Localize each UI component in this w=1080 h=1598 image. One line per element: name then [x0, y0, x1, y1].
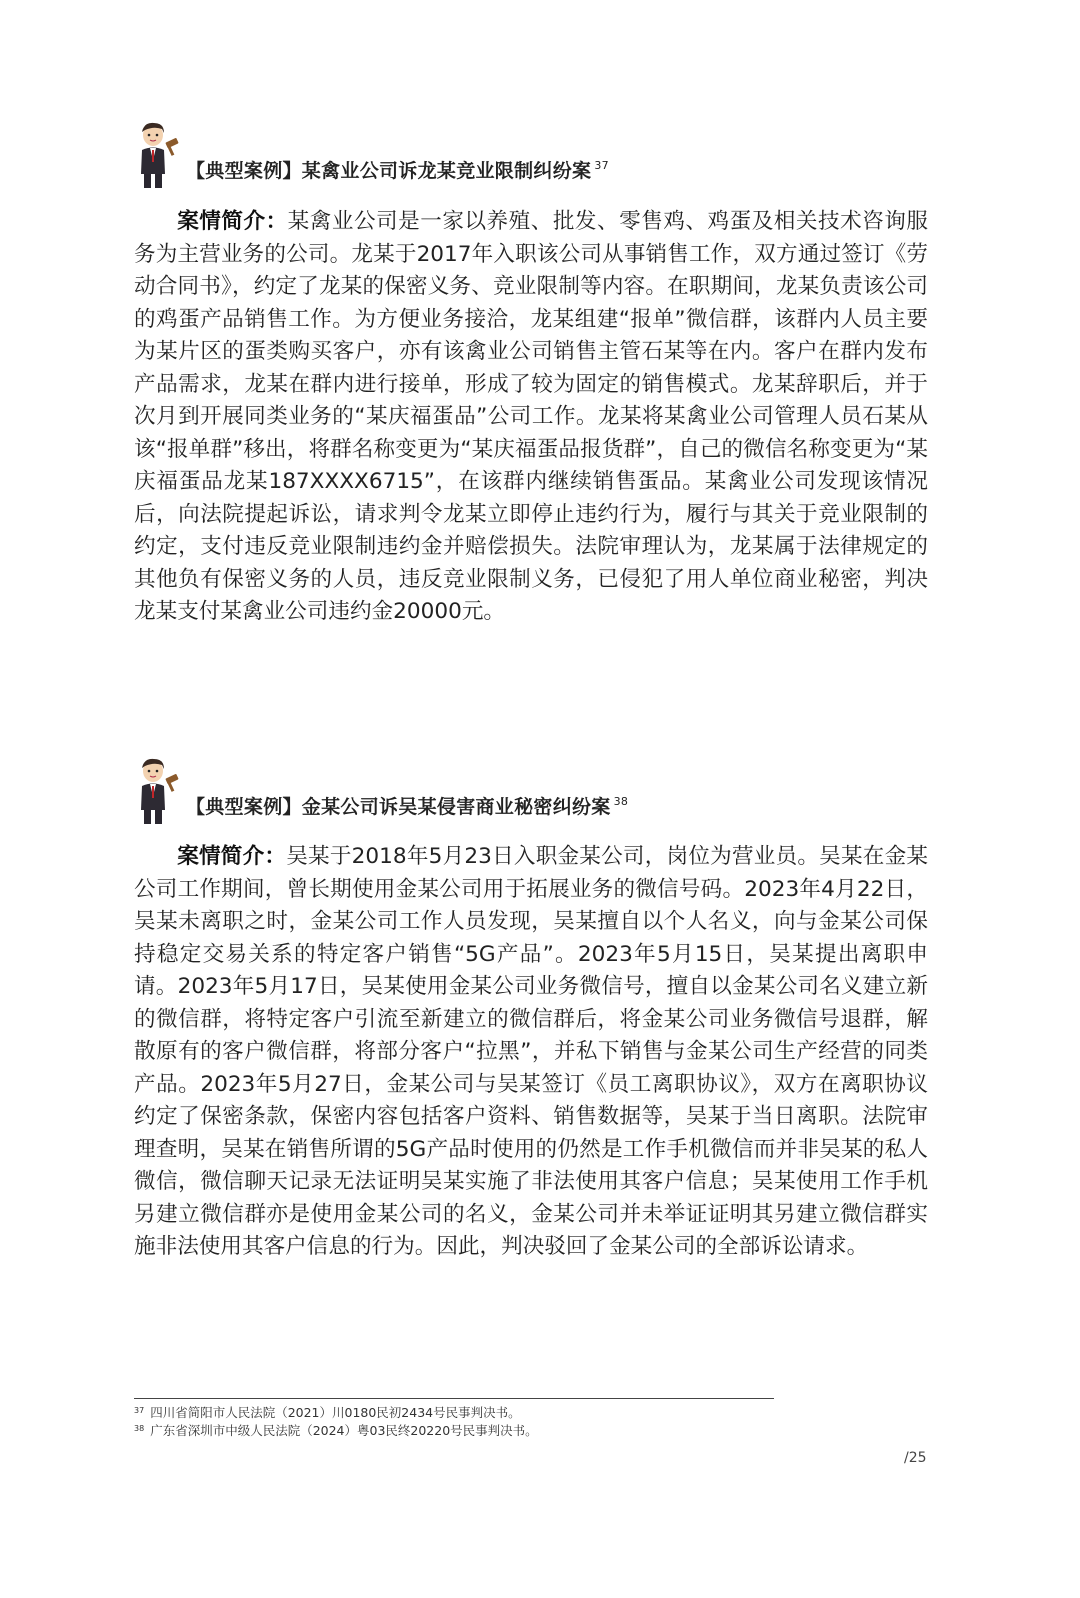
footnote-ref: 37	[594, 159, 609, 172]
summary-text: 某禽业公司是一家以养殖、批发、零售鸡、鸡蛋及相关技术咨询服务为主营业务的公司。龙某于2017年入职该公司从事销售工作，双方通过签订《劳动合同书》，约定了龙某的保密义务、竞业限制等内容。在职期间，龙某负责该公司的鸡蛋产品销售工作。为方便业务接洽，龙某组建“报单”微信群，该群内人员主要为某片区的蛋类购买客户，亦有该禽业公司销售主管石某等在内。客户在群内发布产品需求，龙某在群内进行接单，形成了较为固定的销售模式。龙某辞职后，并于次月到开展同类业务的“某庆福蛋品”公司工作。龙某将某禽业公司管理人员石某从该“报单群”移出，将群名称变更为“某庆福蛋品报货群”，自己的微信名称变更为“某庆福蛋品龙某187XXXX6715”，在该群内继续销售蛋品。某禽业公司发现该情况后，向法院提起诉讼，请求判令龙某立即停止违约行为，履行与其关于竞业限制的约定，支付违反竞业限制违约金并赔偿损失。法院审理认为，龙某属于法律规定的其他负有保密义务的人员，违反竞业限制义务，已侵犯了用人单位商业秘密，判决龙某支付某禽业公司违约金20000元。	[134, 209, 928, 624]
summary-label: 案情简介：	[177, 209, 288, 234]
case-summary	[134, 841, 928, 1264]
page-number: /25	[904, 1450, 927, 1466]
case-heading	[136, 120, 936, 190]
footnote-number: 37	[134, 1406, 145, 1415]
footnote-ref: 38	[613, 795, 629, 808]
case-title: 【典型案例】金某公司诉吴某侵害商业秘密纠纷案 $^{38}$	[186, 795, 629, 818]
footnote-number: 38	[134, 1424, 145, 1433]
judge-avatar-icon	[136, 756, 182, 826]
case-heading	[136, 756, 936, 826]
summary-label: 案情简介：	[177, 844, 287, 869]
footnote-divider	[134, 1398, 774, 1399]
judge-avatar-icon	[136, 120, 182, 190]
footnote-text: 广东省深圳市中级人民法院（2024）粤03民终20220号民事判决书。	[150, 1423, 538, 1438]
footnote-text: 四川省简阳市人民法院（2021）川0180民初2434号民事判决书。	[150, 1405, 521, 1420]
case-title: 【典型案例】某禽业公司诉龙某竞业限制纠纷案 $^{37}$	[186, 159, 609, 182]
footnote-38	[134, 1421, 538, 1439]
case-summary	[134, 206, 928, 629]
footnote-37	[134, 1403, 521, 1421]
summary-text: 吴某于2018年5月23日入职金某公司，岗位为营业员。吴某在金某公司工作期间，曾长期使用金某公司用于拓展业务的微信号码。2023年4月22日，吴某未离职之时，金某公司工作人员发现，吴某擅自以个人名义，向与金某公司保持稳定交易关系的特定客户销售“5G产品”。2023年5月15日，吴某提出离职申请。2023年5月17日，吴某使用金某公司业务微信号，擅自以金某公司名义建立新的微信群，将特定客户引流至新建立的微信群后，将金某公司业务微信号退群，解散原有的客户微信群，将部分客户“拉黑”，并私下销售与金某公司生产经营的同类产品。2023年5月27日，金某公司与吴某签订《员工离职协议》，双方在离职协议约定了保密条款，保密内容包括客户资料、销售数据等，吴某于当日离职。法院审理查明，吴某在销售所谓的5G产品时使用的仍然是工作手机微信而并非吴某的私人微信，微信聊天记录无法证明吴某实施了非法使用其客户信息；吴某使用工作手机另建立微信群亦是使用金某公司的名义，金某公司并未举证证明其另建立微信群实施非法使用其客户信息的行为。因此，判决驳回了金某公司的全部诉讼请求。	[134, 844, 928, 1259]
